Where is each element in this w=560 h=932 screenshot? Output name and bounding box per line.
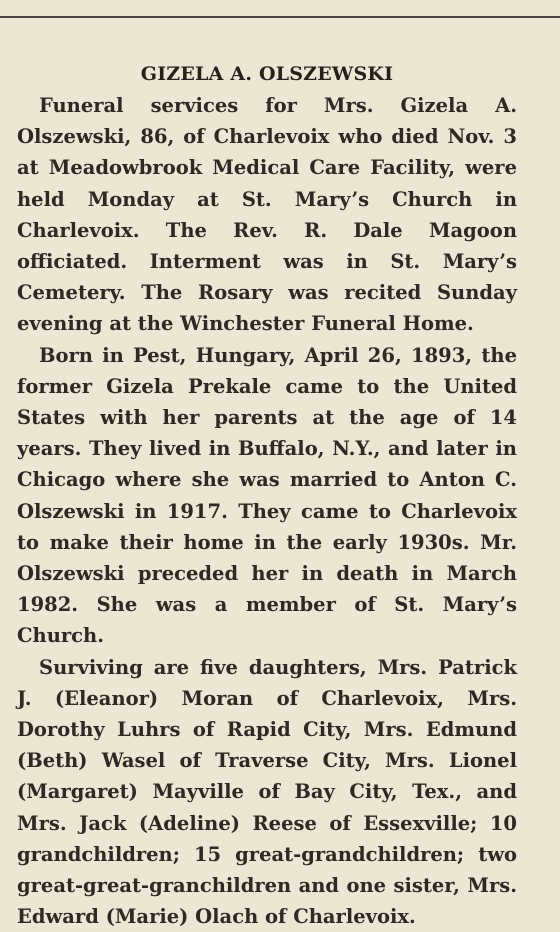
paragraph-funeral-services: Funeral services for Mrs. Gizela A. Olszewski, 86, of Charlevoix who died Nov. 3 at Meadowbrook Medical Care Facility, were held Monday at St. Mary’s Church in Charlevoix. The Rev. R. Dale Magoon officiated. Interment was in St. Mary’s Cemetery. The Rosary was recited Sunday evening at the Winchester Funeral Home.: [17, 94, 517, 336]
obituary-article: [17, 60, 517, 932]
paragraph-biography: Born in Pest, Hungary, April 26, 1893, the former Gizela Prekale came to the United States with her parents at the age of 14 years. They lived in Buffalo, N.Y., and later in Chicago where she was married to Anton C. Olszewski in 1917. They came to Charlevoix to make their home in the early 1930s. Mr. Olszewski preceded her in death in March 1982. She was a member of St. Mary’s Church.: [17, 343, 517, 648]
top-rule: [0, 16, 560, 18]
obituary-headline: GIZELA A. OLSZEWSKI: [140, 63, 394, 85]
paragraph-survivors: Surviving are five daughters, Mrs. Patrick J. (Eleanor) Moran of Charlevoix, Mrs. Dorothy Luhrs of Rapid City, Mrs. Edmund (Beth) Wasel of Traverse City, Mrs. Lionel (Margaret) Mayville of Bay City, Tex., and Mrs. Jack (Adeline) Reese of Essexville; 10 grandchildren; 15 great-grandchildren; two great-great-granchildren and one sister, Mrs. Edward (Marie) Olach of Charlevoix.: [17, 655, 517, 929]
